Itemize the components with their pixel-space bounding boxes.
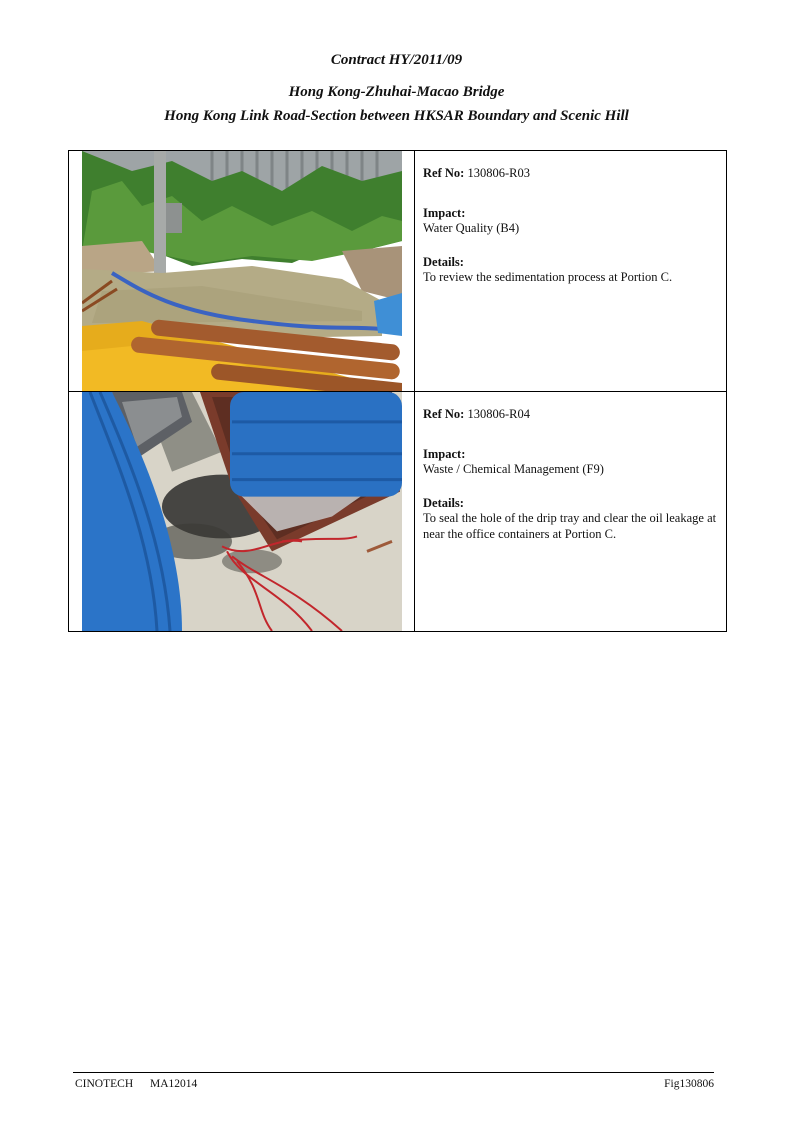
details-value: To seal the hole of the drip tray and clear the oil leakage at near the office containers at Portion C. <box>423 511 717 541</box>
project-title: Hong Kong-Zhuhai-Macao Bridge <box>288 84 505 100</box>
impact-label: Impact: <box>423 446 466 461</box>
ref-label: Ref No: <box>423 407 465 421</box>
ref-label: Ref No: <box>423 166 465 180</box>
footer-figure: Fig130806 <box>664 1078 714 1090</box>
ref-value: 130806-R03 <box>467 166 530 180</box>
details-value: To review the sedimentation process at Portion C. <box>423 270 673 284</box>
record-details <box>423 407 720 560</box>
footer-left <box>75 1078 197 1090</box>
section-title: Hong Kong Link Road-Section between HKSAR Boundary and Scenic Hill <box>164 108 629 124</box>
ref-value: 130806-R04 <box>467 407 530 421</box>
details-label: Details: <box>423 495 464 510</box>
record-row <box>69 391 726 631</box>
impact-value: Waste / Chemical Management (F9) <box>423 462 604 476</box>
details-label: Details: <box>423 254 464 269</box>
records-table <box>68 150 727 632</box>
impact-label: Impact: <box>423 205 466 220</box>
record-details <box>423 166 720 304</box>
impact-value: Water Quality (B4) <box>423 221 520 235</box>
site-photo-drip-tray <box>82 392 402 631</box>
photo-cell <box>69 392 415 631</box>
contract-title: Contract HY/2011/09 <box>330 52 463 68</box>
footer-divider <box>73 1072 714 1073</box>
footer-doc-ref: MA12014 <box>150 1078 198 1090</box>
record-row <box>69 151 726 391</box>
photo-cell <box>69 151 415 391</box>
site-photo-sedimentation <box>82 151 402 391</box>
footer-company: CINOTECH <box>75 1078 134 1090</box>
